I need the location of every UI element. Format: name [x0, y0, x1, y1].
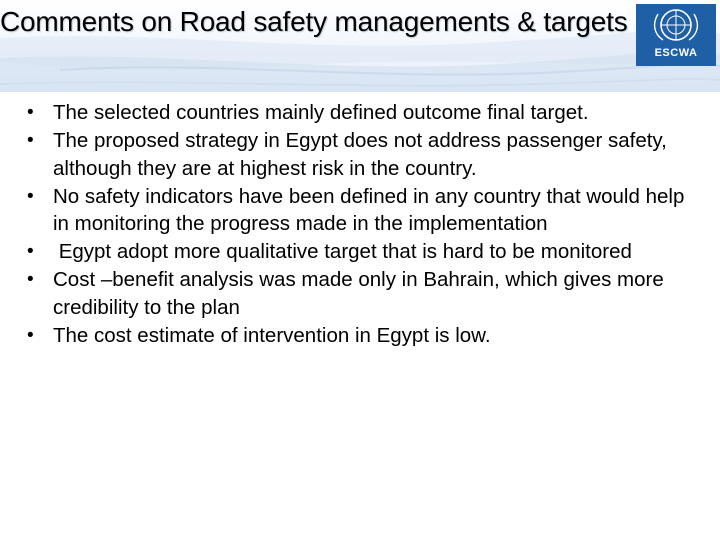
bullet-item [27, 322, 697, 350]
logo-label: ESCWA [654, 47, 698, 59]
bullet-text: The selected countries mainly defined outcome final target. [53, 101, 589, 124]
bullet-text: Egypt adopt more qualitative target that is hard to be monitored [53, 240, 632, 263]
bullet-marker: • [27, 324, 34, 346]
bullet-text: No safety indicators have been defined in any country that would help in monitoring the progress made in the implementation [53, 184, 691, 235]
escwa-logo [636, 4, 716, 66]
bullet-list [27, 99, 697, 350]
bullet-marker: • [27, 185, 34, 207]
bullet-text: Cost –benefit analysis was made only in Bahrain, which gives more credibility to the plan [53, 268, 670, 319]
bullet-marker: • [27, 241, 34, 262]
header-band [0, 0, 720, 92]
bullet-text: The cost estimate of intervention in Egypt is low. [53, 323, 491, 347]
bullet-marker: • [27, 102, 34, 123]
bullet-marker: • [27, 269, 34, 290]
bullet-item [27, 238, 697, 266]
bullet-item [27, 127, 697, 182]
bullet-item [27, 266, 697, 321]
bullet-marker: • [27, 130, 34, 151]
slide-title: Comments on Road safety managements & targets [0, 6, 628, 37]
bullet-text: The proposed strategy in Egypt does not address passenger safety, although they are at highest risk in the country. [53, 129, 673, 180]
bullet-item [27, 183, 697, 238]
bullet-item [27, 99, 697, 127]
